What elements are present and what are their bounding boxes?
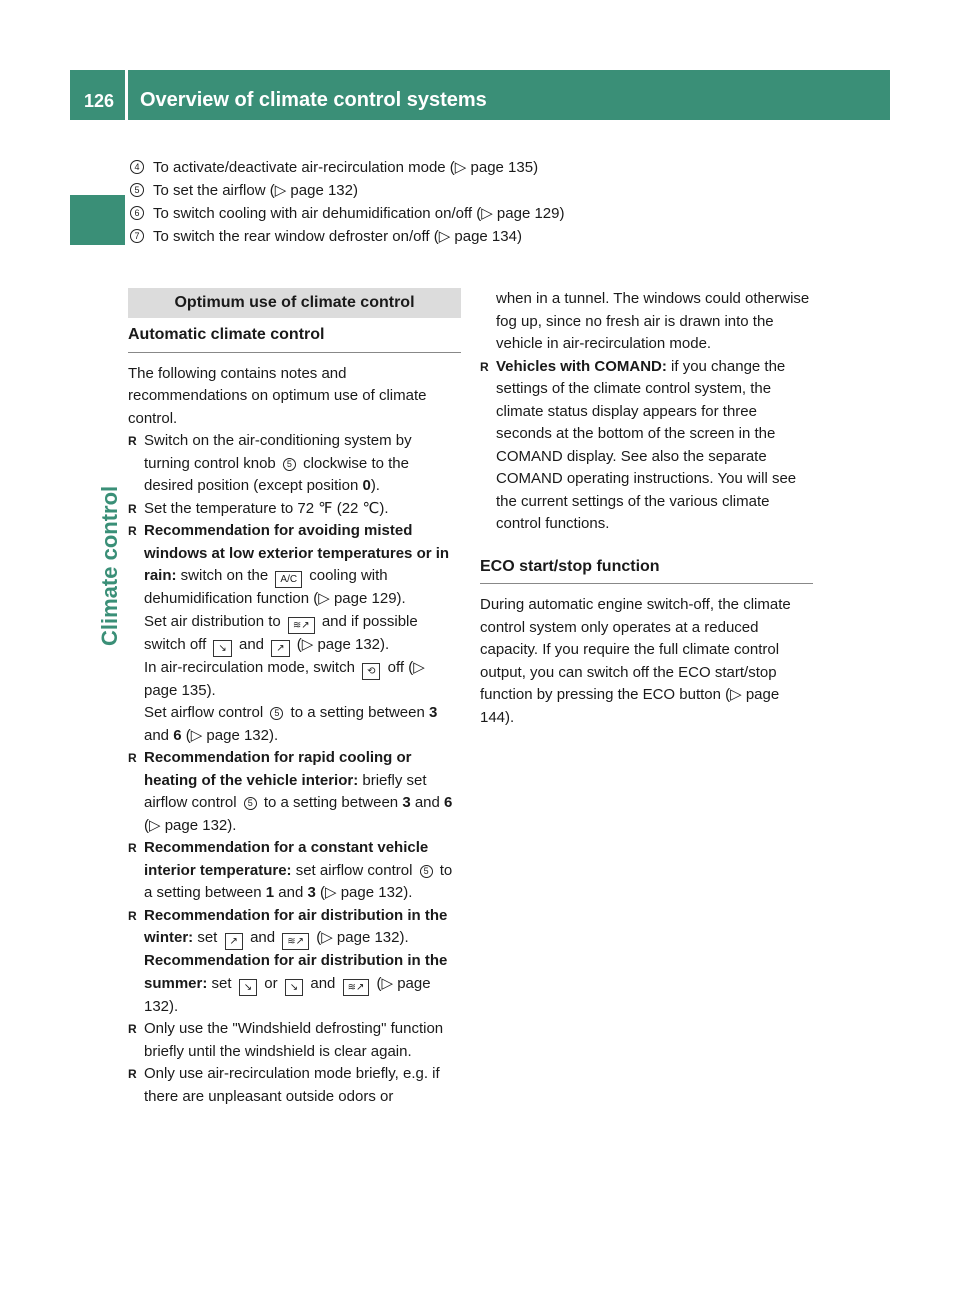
number-5-icon: 5 [130, 183, 144, 197]
sidebar-tab [70, 195, 125, 245]
section-band: Optimum use of climate control [128, 288, 461, 318]
right-column [480, 288, 813, 729]
list-item: R Recommendation for rapid cooling or heating of the vehicle interior: briefly set airflow control 5 to a setting between 3 and 6 (▷ page 132). [128, 747, 461, 837]
list-item-continuation: Recommendation for air distribution in the summer: set ↘ or ↘ and ≋↗ (▷ page 132). [144, 952, 448, 1015]
legend-item: 5 To set the airflow (▷ page 132) [130, 178, 564, 201]
left-column [128, 288, 461, 1108]
page-number-box [70, 70, 125, 120]
section-body: During automatic engine switch-off, the climate control system only operates at a reduced capacity. If you require the full climate control output, you can switch off the ECO start/stop function by pressing the ECO button (▷ page 144). [480, 596, 791, 726]
footwell-airflow-icon: ↘ [239, 979, 257, 996]
page-header [70, 70, 890, 120]
legend-list [130, 155, 564, 247]
section-heading: Automatic climate control [128, 324, 461, 353]
windshield-airflow-icon: ≋↗ [343, 979, 370, 996]
recirculation-icon: ⟲ [362, 663, 380, 680]
list-item-continuation: In air-recirculation mode, switch ⟲ off (▷ page 135). [144, 658, 425, 699]
page-number: 126 [84, 91, 115, 111]
list-item-continuation: Set air distribution to ≋↗ and if possible switch off ↘ and ↗ (▷ page 132). [128, 611, 461, 657]
windshield-airflow-icon: ≋↗ [288, 617, 315, 634]
list-item: R Only use air-recirculation mode briefly, e.g. if there are unpleasant outside odors or [128, 1063, 461, 1108]
list-item-continuation: when in a tunnel. The windows could otherwise fog up, since no fresh air is drawn into the vehicle in air-recirculation mode. [496, 290, 810, 352]
number-6-icon: 6 [130, 206, 144, 220]
number-7-icon: 7 [130, 229, 144, 243]
list-item: R Recommendation for air distribution in the winter: set ↗ and ≋↗ (▷ page 132). [128, 905, 461, 951]
list-item: R Recommendation for avoiding misted windows at low exterior temperatures or in rain: switch on the A/C cooling with dehumidification function (▷ page 129). [128, 520, 461, 611]
list-item: R Vehicles with COMAND: if you change the settings of the climate control system, the climate status display appears for three seconds at the bottom of the screen in the COMAND display. See also the separate COMAND operating instructions. You will see the current settings of the various climate control functions. [480, 356, 813, 536]
header-title-bar [128, 70, 890, 120]
number-5-icon: 5 [420, 865, 433, 878]
legend-item: 4 To activate/deactivate air-recirculation mode (▷ page 135) [130, 155, 564, 178]
list-item-continuation: Set airflow control 5 to a setting between 3 and 6 (▷ page 132). [144, 704, 438, 744]
list-item: R Only use the "Windshield defrosting" function briefly until the windshield is clear again. [128, 1018, 461, 1063]
center-airflow-icon: ↗ [271, 640, 289, 657]
windshield-airflow-icon: ≋↗ [282, 933, 309, 950]
page-title: Overview of climate control systems [140, 89, 487, 111]
section-heading: ECO start/stop function [480, 556, 813, 585]
footwell-airflow-icon: ↘ [285, 979, 303, 996]
number-5-icon: 5 [244, 797, 257, 810]
number-5-icon: 5 [270, 707, 283, 720]
legend-item: 6 To switch cooling with air dehumidification on/off (▷ page 129) [130, 201, 564, 224]
sidebar [70, 195, 125, 1255]
sidebar-label: Climate control [97, 485, 122, 646]
list-item: R Switch on the air-conditioning system by turning control knob 5 clockwise to the desired position (except position 0). [128, 430, 461, 498]
list-item: R Recommendation for a constant vehicle interior temperature: set airflow control 5 to a setting between 1 and 3 (▷ page 132). [128, 837, 461, 905]
list-item: R Set the temperature to 72 ℉ (22 ℃). [128, 498, 461, 521]
number-4-icon: 4 [130, 160, 144, 174]
section-intro: The following contains notes and recommendations on optimum use of climate control. [128, 364, 427, 427]
ac-key-icon: A/C [275, 571, 302, 588]
center-airflow-icon: ↗ [225, 933, 243, 950]
footwell-airflow-icon: ↘ [213, 640, 231, 657]
number-5-icon: 5 [283, 458, 296, 471]
legend-item: 7 To switch the rear window defroster on/off (▷ page 134) [130, 224, 564, 247]
